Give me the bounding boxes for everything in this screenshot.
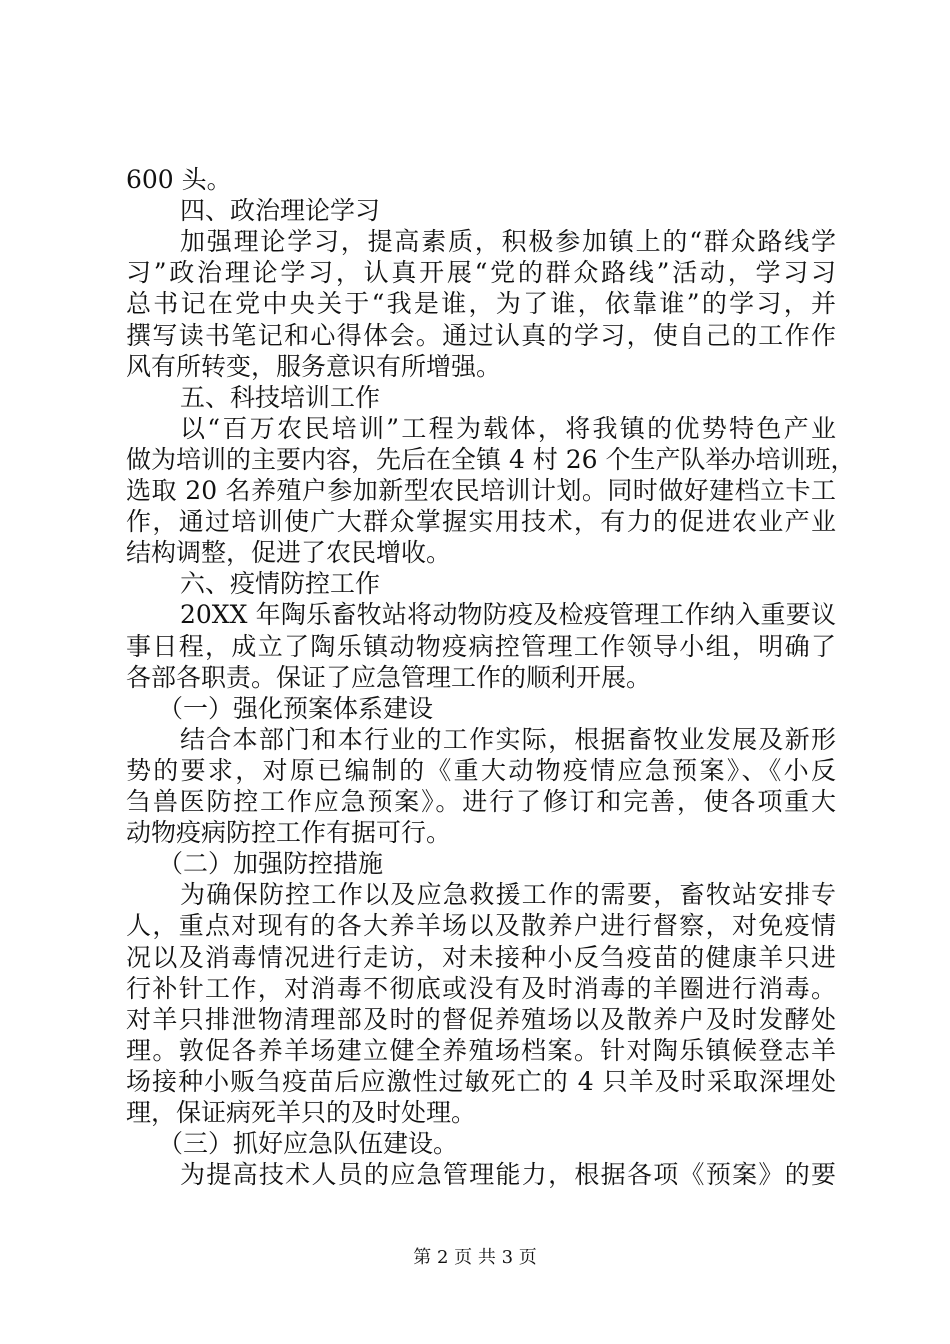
text-line: 为提高技术人员的应急管理能力，根据各项《预案》的要	[180, 1160, 836, 1190]
text-line: 动物疫病防控工作有据可行。	[126, 818, 452, 848]
subsection-heading: （一）强化预案体系建设	[158, 693, 434, 723]
text-line: 总书记在党中央关于“我是谁，为了谁，依靠谁”的学习，并	[126, 289, 836, 319]
text-line: 600 头。	[126, 165, 232, 194]
text-line: 为确保防控工作以及应急救援工作的需要，畜牧站安排专	[180, 880, 836, 910]
subsection-heading: （二）加强防控措施	[158, 849, 384, 879]
text-line: 事日程，成立了陶乐镇动物疫病控管理工作领导小组，明确了	[126, 631, 836, 661]
text-line: 选取 20 名养殖户参加新型农民培训计划。同时做好建档立卡工	[126, 476, 836, 505]
section-heading: 四、政治理论学习	[180, 196, 381, 226]
text-line: 场接种小贩刍疫苗后应激性过敏死亡的 4 只羊及时采取深埋处	[126, 1066, 836, 1096]
text-line: 对羊只排泄物清理部及时的督促养殖场以及散养户及时发酵处	[126, 1004, 836, 1034]
subsection-heading: （三）抓好应急队伍建设。	[158, 1129, 459, 1159]
text-line: 加强理论学习，提高素质，积极参加镇上的“群众路线学	[180, 227, 836, 257]
text-line: 行补针工作，对消毒不彻底或没有及时消毒的羊圈进行消毒。	[126, 973, 836, 1003]
text-line: 作，通过培训使广大群众掌握实用技术，有力的促进农业产业	[126, 507, 836, 537]
text-line: 理，保证病死羊只的及时处理。	[126, 1098, 477, 1127]
text-line: 况以及消毒情况进行走访，对未接种小反刍疫苗的健康羊只进	[126, 942, 836, 972]
text-line: 刍兽医防控工作应急预案》。进行了修订和完善，使各项重大	[126, 787, 836, 816]
text-line: 做为培训的主要内容，先后在全镇 4 村 26 个生产队举办培训班，	[126, 444, 856, 474]
text-line: 人，重点对现有的各大养羊场以及散养户进行督察，对免疫情	[126, 911, 836, 941]
text-line: 20XX 年陶乐畜牧站将动物防疫及检疫管理工作纳入重要议	[180, 600, 836, 630]
text-line: 理。敦促各养羊场建立健全养殖场档案。针对陶乐镇候登志羊	[126, 1035, 836, 1065]
text-line: 各部各职责。保证了应急管理工作的顺利开展。	[126, 662, 652, 692]
section-heading: 五、科技培训工作	[180, 382, 381, 412]
text-line: 结构调整，促进了农民增收。	[126, 538, 452, 568]
text-line: 结合本部门和本行业的工作实际，根据畜牧业发展及新形	[180, 724, 836, 754]
text-line: 以“百万农民培训”工程为载体，将我镇的优势特色产业	[180, 413, 836, 443]
text-line: 习”政治理论学习，认真开展“党的群众路线”活动，学习习	[126, 258, 836, 288]
text-line: 撰写读书笔记和心得体会。通过认真的学习，使自己的工作作	[126, 320, 836, 350]
page-number-footer: 第 2 页 共 3 页	[413, 1247, 537, 1268]
text-line: 势的要求，对原已编制的《重大动物疫情应急预案》、《小反	[126, 755, 836, 785]
text-line: 风有所转变，服务意识有所增强。	[126, 351, 502, 381]
section-heading: 六、疫情防控工作	[180, 569, 381, 599]
